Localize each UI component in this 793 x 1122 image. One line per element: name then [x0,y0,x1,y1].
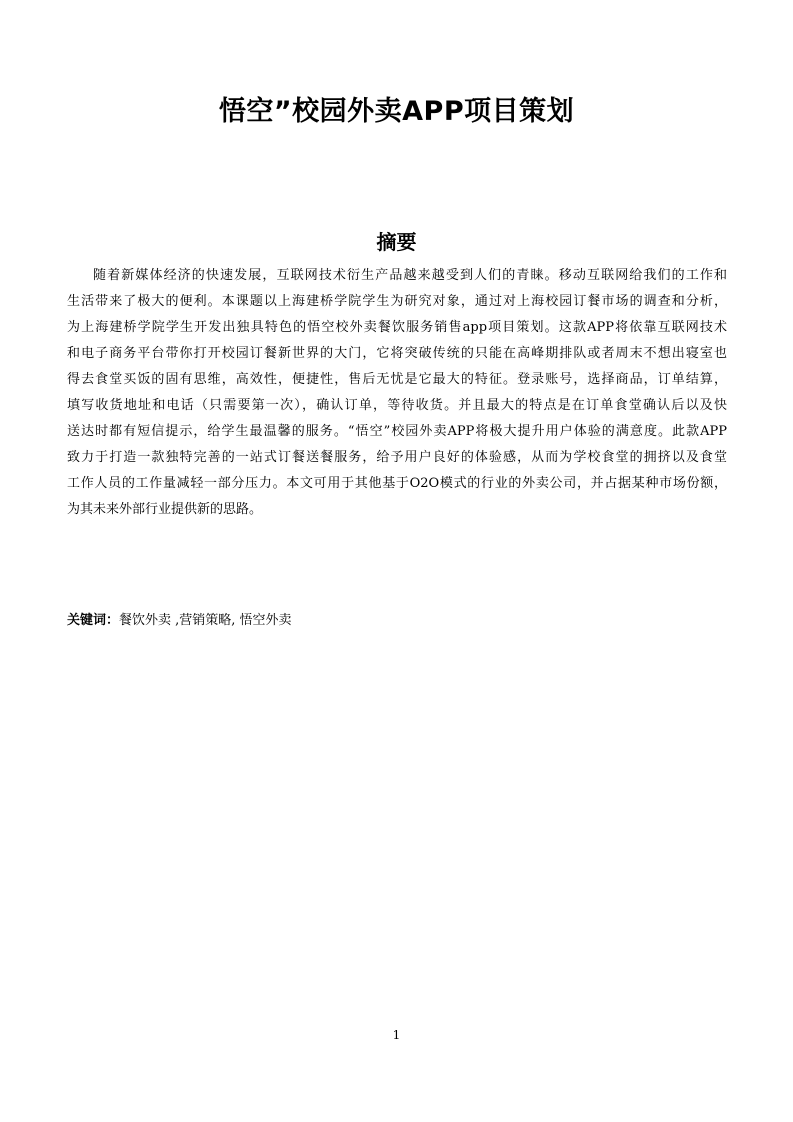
abstract-line: 工作人员的工作量减轻一部分压力。本文可用于其他基于O2O模式的行业的外卖公司，并占据某种市场份额， [67,476,727,491]
abstract-line: 填写收货地址和电话（只需要第一次），确认订单，等待收货。并且最大的特点是在订单食堂确认后以及快 [67,398,727,413]
abstract-line: 随着新媒体经济的快速发展，互联网技术衍生产品越来越受到人们的青睐。移动互联网给我们的工作和 [93,268,727,283]
abstract-line: 得去食堂买饭的固有思维，高效性，便捷性，售后无忧是它最大的特征。登录账号，选择商品，订单结算， [67,372,727,387]
abstract-body [67,263,727,523]
keywords-label: 关键词： [67,613,120,628]
page-number: 1 [392,1028,401,1042]
document-title: 悟空”校园外卖APP项目策划 [218,96,575,127]
abstract-line: 为上海建桥学院学生开发出独具特色的悟空校外卖餐饮服务销售app项目策划。这款APP将依靠互联网技术 [67,320,727,335]
abstract-line: 和电子商务平台带你打开校园订餐新世界的大门，它将突破传统的只能在高峰期排队或者周末不想出寝室也 [67,346,727,361]
keywords-text: 餐饮外卖 ,营销策略, 悟空外卖 [119,613,292,628]
abstract-line: 为其未来外部行业提供新的思路。 [67,502,263,517]
keywords-line [67,609,727,633]
abstract-line: 送达时都有短信提示，给学生最温馨的服务。“悟空”校园外卖APP将极大提升用户体验的满意度。此款APP [67,424,727,439]
abstract-line: 生活带来了极大的便利。本课题以上海建桥学院学生为研究对象，通过对上海校园订餐市场的调查和分析， [67,294,727,309]
abstract-heading: 摘要 [376,230,417,254]
abstract-line: 致力于打造一款独特完善的一站式订餐送餐服务，给予用户良好的体验感，从而为学校食堂的拥挤以及食堂 [67,450,727,465]
